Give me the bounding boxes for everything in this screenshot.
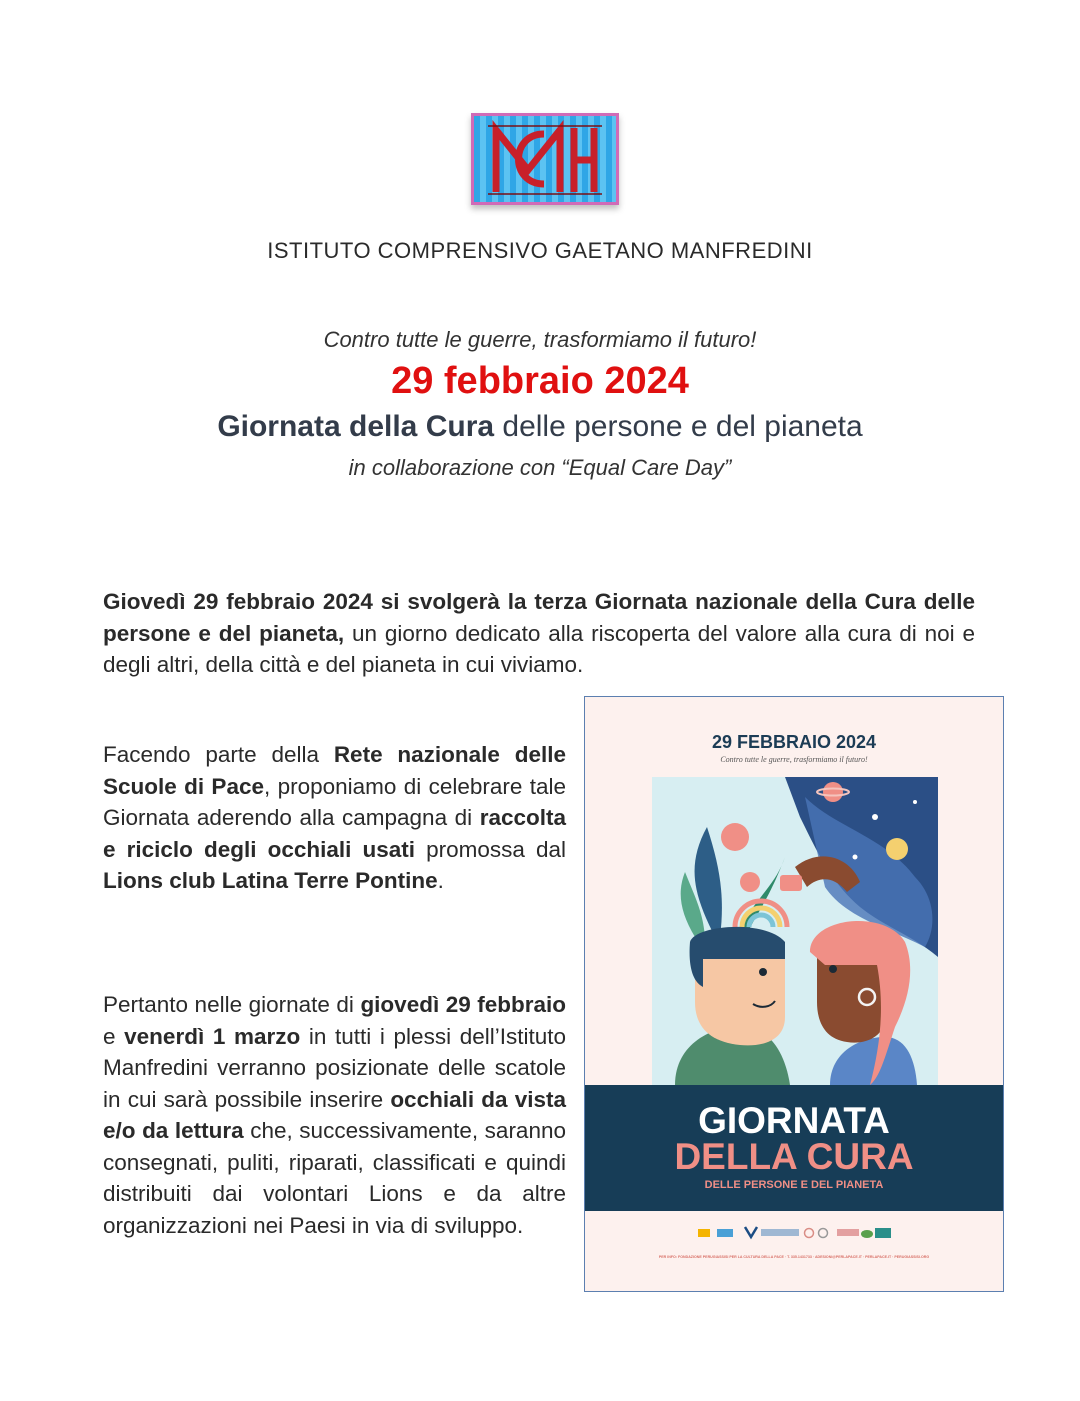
event-date: 29 febbraio 2024 <box>391 360 689 402</box>
text: Facendo parte della <box>103 742 334 767</box>
text: Pertanto nelle giornate di <box>103 992 361 1017</box>
text: un giorno dedicato alla riscoperta del valore alla cura di noi e degli altri, della città e del pianeta in cui viviamo. <box>103 620 975 677</box>
motto: Contro tutte le guerre, trasformiamo il futuro! <box>323 327 757 352</box>
text: , proponiamo di celebrare tale Giornata aderendo alla campagna di <box>103 773 566 830</box>
event-title <box>0 410 1080 444</box>
text: . <box>437 868 444 893</box>
event-title-bold: Giornata della Cura <box>217 410 495 443</box>
bold-text: Rete nazionale delle Scuole di Pace <box>103 742 566 799</box>
poster-title-line2: DELLA CURA <box>674 1136 914 1177</box>
school-logo <box>471 113 619 205</box>
bold-text: raccolta e riciclo degli occhiali usati <box>103 805 566 862</box>
bold-text: giovedì 29 febbraio <box>360 992 566 1017</box>
bold-text: occhiali da vista e/o da lettura <box>103 1086 567 1143</box>
poster-title-line1: GIORNATA <box>698 1100 890 1141</box>
paragraph-network <box>103 739 566 897</box>
text: in tutti i plessi dell’Istituto Manfredini verranno posizionate delle scatole in cui sarà possibile inserire <box>103 1023 567 1112</box>
collaboration-note: in collaborazione con “Equal Care Day” <box>348 455 732 480</box>
poster-motto: Contro tutte le guerre, trasformiamo il futuro! <box>720 755 868 764</box>
text: e <box>103 1023 125 1049</box>
bold-text: venerdì 1 marzo <box>124 1023 301 1049</box>
poster-illustration <box>652 777 938 1085</box>
poster-title-line3: DELLE PERSONE E DEL PIANETA <box>704 1179 884 1191</box>
event-title-rest: delle persone e del pianeta <box>494 410 863 443</box>
text: che, successivamente, saranno consegnati, puliti, riparati, classificati e quindi distribuiti dai volontari Lions e da altre organizzazioni nei Paesi in via di sviluppo. <box>103 1118 566 1238</box>
paragraph-intro <box>103 586 975 681</box>
poster-info-footer: PER INFO: FONDAZIONE PERUGIASSISI PER LA CULTURA DELLA PACE · T. 335.1431733 · ADESIONI@PERLAPACE.IT · PERLAPACE.IT · PERUGIASSISI.ORG <box>658 1255 930 1259</box>
paragraph-details <box>103 989 566 1241</box>
bold-text: Giovedì 29 febbraio 2024 si svolgerà la terza Giornata nazionale della Cura delle persone e del pianeta, <box>103 589 975 646</box>
bold-text: Lions club Latina Terre Pontine <box>103 868 438 893</box>
event-poster <box>584 696 1004 1292</box>
poster-date: 29 FEBBRAIO 2024 <box>711 732 877 752</box>
monogram-logo-icon <box>474 116 616 202</box>
school-name: ISTITUTO COMPRENSIVO GAETANO MANFREDINI <box>267 238 813 263</box>
text: promossa dal <box>414 836 566 862</box>
